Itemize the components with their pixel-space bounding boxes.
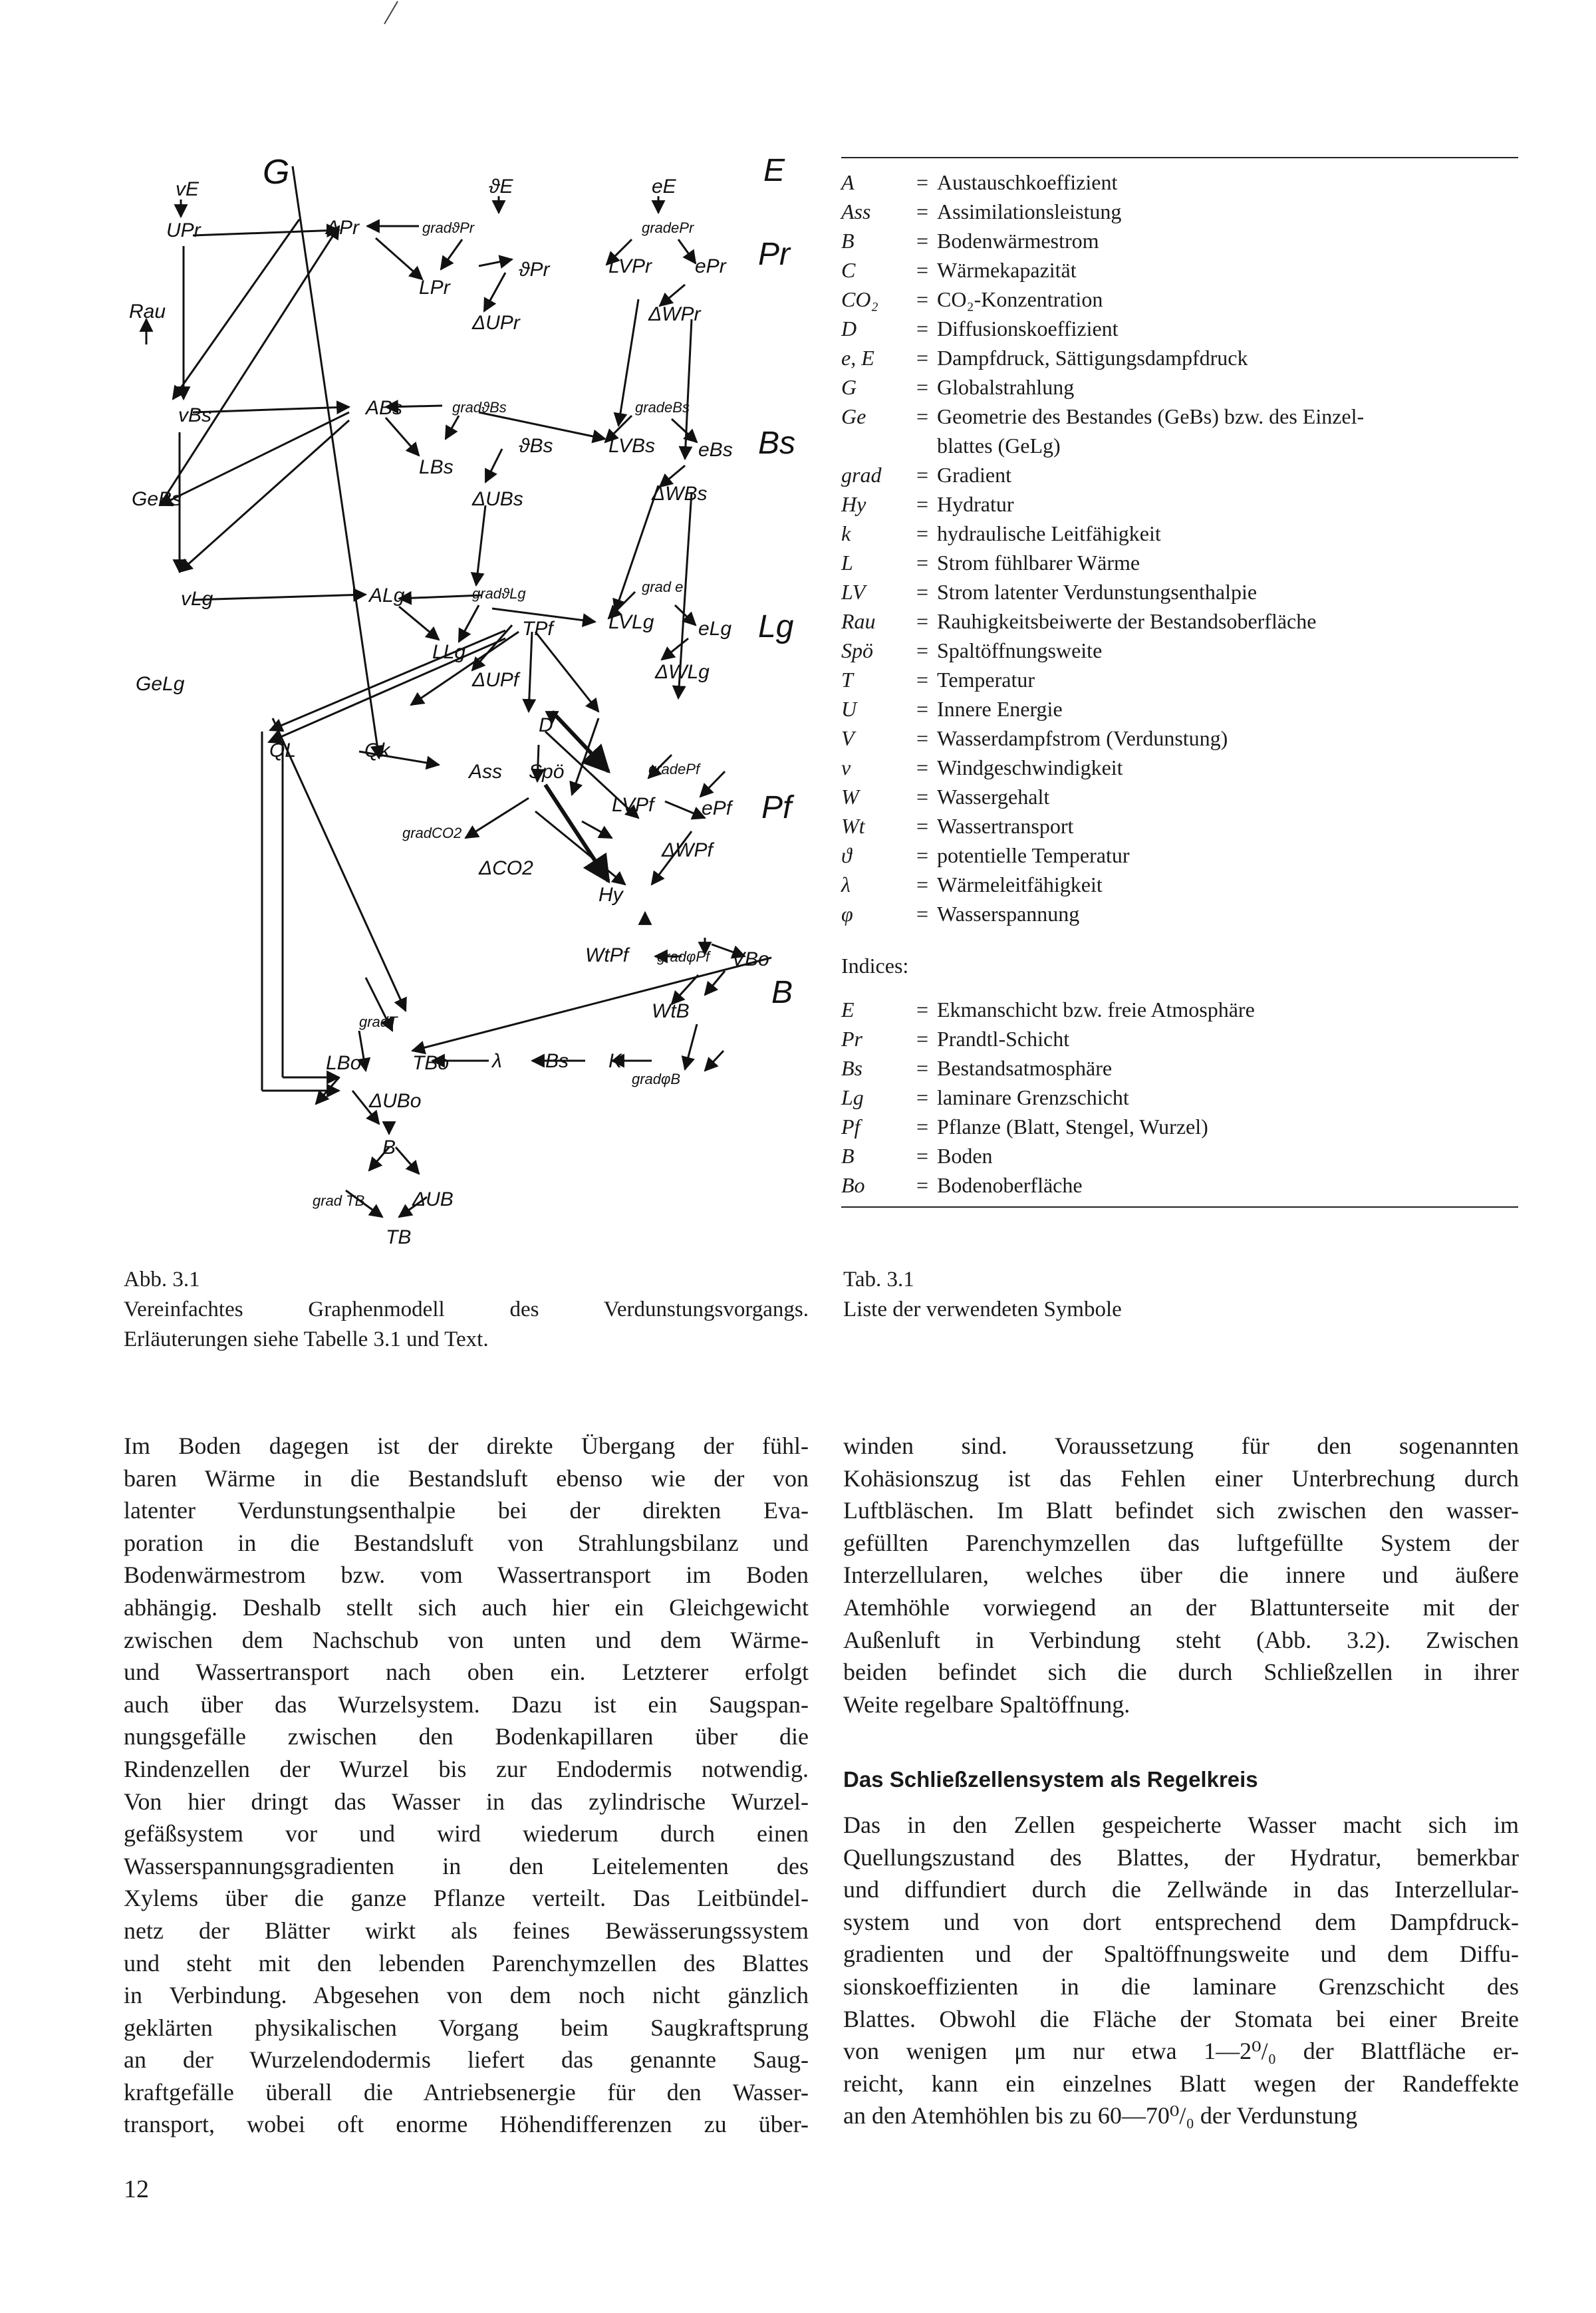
table-description: Spaltöffnungsweite [937,638,1103,662]
text-line: kraftgefälle überall die Antriebsenergie für den Wasser- [124,2078,809,2106]
table-equals: = [916,375,929,399]
table-equals: = [916,1027,929,1051]
table-symbol: CO₂ [841,287,878,311]
text-line: Kohäsionszug ist das Fehlen einer Unterbrechung durch [843,1464,1519,1492]
table-equals: = [916,998,929,1021]
text-line: an den Atemhöhlen bis zu 60—70⁰/₀ der Verdunstung [843,2102,1358,2129]
text-line: und steht mit den lebenden Parenchymzellen des Blattes [124,1949,809,1976]
table-description: Hydratur [937,492,1014,516]
body-text-right-column-1 [843,1430,1519,1720]
text-line: transport, wobei oft enorme Höhendifferenzen zu über- [124,2111,809,2138]
table-description: Austauschkoeffizient [937,170,1118,194]
node-dUBs: ΔUBs [472,488,523,510]
table-equals: = [916,404,929,428]
table-description: Boden [937,1144,993,1168]
table-symbol: C [841,258,856,282]
table-equals: = [916,785,929,809]
table-symbol: Ass [841,200,871,223]
node-Rau: Rau [129,301,166,323]
table-equals: = [916,317,929,340]
figure-graph-model [120,146,825,1277]
table-description: Windgeschwindigkeit [937,755,1123,779]
table-symbol: B [841,1144,855,1168]
body-text-right-column-2 [843,1809,1519,2132]
node-dCO2: ΔCO2 [479,857,533,879]
table-description: Diffusionskoeffizient [937,317,1119,340]
table-caption-text: Liste der verwendeten Symbole [843,1297,1122,1321]
text-line: system und von dort entsprechend dem Dampfdruck- [843,1908,1519,1935]
node-ALg: ALg [369,585,405,607]
indices-label: Indices: [841,954,909,978]
table-equals: = [916,638,929,662]
table-description: Rauhigkeitsbeiwerte der Bestandsoberfläche [937,609,1317,633]
table-description: Wasserspannung [937,902,1080,926]
table-description: Wassergehalt [937,785,1050,809]
table-symbol: G [841,375,857,399]
table-description: Temperatur [937,668,1035,692]
node-UPr: UPr [166,219,201,241]
table-description: Pflanze (Blatt, Stengel, Wurzel) [937,1115,1208,1139]
table-equals: = [916,287,929,311]
table-description: Prandtl-Schicht [937,1027,1070,1051]
node-gradCO2: gradCO2 [402,825,462,841]
table-bottom-rule [841,1206,1518,1208]
table-description: Strom latenter Verdunstungsenthalpie [937,580,1258,604]
text-line: und diffundiert durch die Zellwände in das Interzellular- [843,1876,1519,1903]
node-dUBo: ΔUBo [369,1090,422,1112]
table-equals: = [916,609,929,633]
table-symbol: Bo [841,1173,865,1197]
table-equals: = [916,200,929,223]
index-rows [841,995,1518,1200]
table-row [841,402,1518,431]
table-equals: = [916,755,929,779]
text-line: auch über das Wurzelsystem. Dazu ist ein Saugspan- [124,1691,809,1718]
table-symbol: Wt [841,814,865,838]
text-line: und Wassertransport nach oben ein. Letzterer erfolgt [124,1659,809,1686]
text-line: reicht, kann ein einzelnes Blatt wegen der Randeffekte [843,2070,1519,2097]
table-symbol: ϑ [841,843,852,867]
table-equals: = [916,1173,929,1197]
text-line: von wenigen μm nur etwa 1—2⁰/₀ der Blattfläche er- [843,2038,1519,2065]
text-line: Außenluft in Verbindung steht (Abb. 3.2). Zwischen [843,1626,1519,1653]
table-equals: = [916,258,929,282]
table-description: potentielle Temperatur [937,843,1130,867]
table-description: Assimilationsleistung [937,200,1122,223]
table-row [841,285,1518,314]
text-line: Blattes. Obwohl die Fläche der Stomata bei einer Breite [843,2005,1519,2032]
page-number: 12 [124,2175,149,2203]
node-dUPf: ΔUPf [472,669,519,691]
table-description: Bestandsatmosphäre [937,1056,1113,1080]
table-row [841,1083,1518,1112]
table-description: Wasserdampfstrom (Verdunstung) [937,726,1228,750]
table-symbol [841,431,908,460]
table-row [841,168,1518,197]
table-symbol: Bs [841,1056,863,1080]
table-symbol: B [841,229,855,253]
node-Bs-low: Bs [545,1050,569,1072]
table-symbol: LV [841,580,866,604]
node-LLg: LLg [432,641,466,663]
text-line: winden sind. Voraussetzung für den sogenannten [843,1432,1519,1459]
table-symbol: Hy [841,492,866,516]
text-line: Bodenwärmestrom bzw. vom Wassertransport im Boden [124,1562,809,1589]
table-top-rule [841,157,1518,158]
table-row [841,548,1518,577]
table-symbol: E [841,998,855,1021]
node-eBs: eBs [698,439,733,461]
table-row [841,899,1518,928]
text-line: poration in die Bestandsluft von Strahlungsbilanz und [124,1529,809,1556]
figure-caption-label: Abb. 3.1 [124,1268,200,1292]
node-vLg: vLg [181,588,213,610]
table-equals: = [916,229,929,253]
node-TBo: TBo [412,1052,450,1074]
table-description: Geometrie des Bestandes (GeBs) bzw. des Einzel- [937,404,1365,428]
table-symbol: Lg [841,1085,864,1109]
node-dUB: ΔUB [412,1188,454,1210]
layer-label-Pr: Pr [758,237,790,272]
node-dWLg: ΔWLg [655,661,710,683]
layer-label-E: E [763,153,785,188]
table-equals: = [916,726,929,750]
graph-edges-bold [545,712,608,881]
node-grad-phi-B: gradφB [632,1071,681,1087]
node-theta-Bs: ϑBs [519,435,553,457]
text-line: nungsgefälle zwischen den Bodenkapillaren über die [124,1723,809,1750]
node-LVPr: LVPr [608,255,652,277]
node-dUPr: ΔUPr [472,312,520,334]
body-text-left-column [124,1430,809,2141]
table-description: Dampfdruck, Sättigungsdampfdruck [937,346,1248,370]
node-grad-e-Pr: gradePr [642,219,694,236]
table-description: Bodenoberfläche [937,1173,1083,1197]
graph-diagram [120,146,825,1277]
table-equals: = [916,1115,929,1139]
table-row [841,841,1518,870]
table-row [841,665,1518,694]
node-G: G [263,153,290,192]
node-LVLg: LVLg [608,611,654,633]
node-VBo: VBo [732,948,769,970]
node-vE: vE [176,178,200,200]
table-symbol: Pf [841,1115,861,1139]
node-WtB: WtB [652,1000,690,1022]
table-symbol: Ge [841,404,866,428]
table-row [841,694,1518,724]
node-gradTB: grad TB [313,1192,365,1209]
table-description: Innere Energie [937,697,1063,721]
node-ePf: ePf [702,797,732,819]
table-row [841,1170,1518,1200]
node-theta-Pr: ϑPr [519,259,550,281]
section-heading: Das Schließzellensystem als Regelkreis [843,1767,1258,1792]
table-row [841,314,1518,343]
node-TB: TB [386,1226,412,1248]
node-Hy: Hy [598,884,623,906]
table-row [841,1141,1518,1170]
table-description: Globalstrahlung [937,375,1075,399]
node-D: D [539,714,553,736]
table-symbol: T [841,668,853,692]
table-symbol: D [841,317,857,340]
table-row [841,782,1518,811]
table-symbol: Spö [841,638,873,662]
figure-caption-line-2: Erläuterungen siehe Tabelle 3.1 und Text. [124,1327,489,1351]
node-grad-theta-Lg: gradϑLg [472,585,526,602]
table-symbol: e, E [841,346,874,370]
table-row [841,995,1518,1024]
table-equals: = [916,346,929,370]
text-line: netz der Blätter wirkt als feines Bewässerungssystem [124,1917,809,1944]
table-rows [841,168,1518,928]
figure-caption-line-1: Vereinfachtes Graphenmodell des Verdunstungsvorgangs. [124,1297,809,1321]
table-equals: = [916,580,929,604]
node-TPf: TPf [522,618,553,640]
table-description: hydraulische Leitfähigkeit [937,521,1161,545]
table-description: CO₂-Konzentration [937,287,1103,311]
table-equals: = [916,902,929,926]
node-grad-theta-Bs: gradϑBs [452,399,507,416]
node-LBo: LBo [326,1052,362,1074]
text-line: Im Boden dagegen ist der direkte Übergang der fühl- [124,1432,809,1459]
node-grad-e: grad e [642,579,684,595]
table-row [841,577,1518,607]
table-caption [843,1265,1508,1325]
layer-label-Pf: Pf [761,790,792,825]
node-ABs: ABs [366,397,403,419]
table-row [841,811,1518,841]
table-equals: = [916,521,929,545]
node-APr: APr [326,217,360,239]
table-equals: = [916,1056,929,1080]
table-symbol: φ [841,902,853,926]
node-grad-e-Pf: gradePf [648,761,700,777]
node-Spo: Spö [529,761,565,783]
table-symbol: Rau [841,609,876,633]
text-line: gradienten und der Spaltöffnungsweite und dem Diffu- [843,1941,1519,1968]
table-row [841,1112,1518,1141]
text-line: Wasserspannungsgradienten in den Leitelementen des [124,1852,809,1879]
layer-label-Lg: Lg [758,609,794,644]
node-ePr: ePr [695,255,726,277]
table-row [841,753,1518,782]
table-equals: = [916,668,929,692]
table-equals: = [916,492,929,516]
table-symbol: λ [841,873,851,896]
node-eE: eE [652,176,676,198]
text-line: in Verbindung. Abgesehen von dem noch nicht gänzlich [124,1982,809,2009]
table-row [841,343,1518,372]
table-row [841,607,1518,636]
node-grad-theta-Pr: gradϑPr [422,219,475,236]
table-equals: = [916,170,929,194]
table-equals [908,431,937,460]
node-WtPf: WtPf [585,944,628,966]
table-row [841,431,1518,460]
figure-caption [124,1265,809,1355]
node-K: K [608,1050,622,1072]
table-equals: = [916,1144,929,1168]
table-row [841,489,1518,519]
table-symbol: Pr [841,1027,863,1051]
node-Ass: Ass [469,761,503,783]
text-line: Xylems über die ganze Pflanze verteilt. Das Leitbündel- [124,1885,809,1912]
table-symbol: V [841,726,855,750]
node-LVPf: LVPf [612,794,654,816]
node-dWPr: ΔWPr [648,303,701,325]
table-row [841,372,1518,402]
table-equals: = [916,873,929,896]
node-LPr: LPr [419,277,450,299]
stray-pen-mark [379,0,406,27]
table-row [841,724,1518,753]
text-line: Interzellularen, welches über die innere und äußere [843,1562,1519,1589]
text-line: Weite regelbare Spaltöffnung. [843,1691,1130,1718]
table-row [841,255,1518,285]
table-row [841,870,1518,899]
layer-label-Bs: Bs [758,426,796,461]
text-line: Das in den Zellen gespeicherte Wasser macht sich im [843,1812,1519,1838]
text-line: zwischen dem Nachschub von unten und dem Wärme- [124,1626,809,1653]
node-GeLg: GeLg [136,673,185,695]
node-dWBs: ΔWBs [652,483,708,505]
text-line: abhängig. Deshalb stellt sich auch hier ein Gleichgewicht [124,1593,809,1621]
node-lambda: λ [492,1050,502,1072]
table-equals: = [916,551,929,575]
node-eLg: eLg [698,618,732,640]
table-row [841,636,1518,665]
node-dWPf: ΔWPf [662,839,713,861]
node-grad-phi-Pf: gradφPf [657,948,710,965]
table-row [841,226,1518,255]
table-description: Gradient [937,463,1011,487]
layer-label-B: B [771,975,793,1010]
table-equals: = [916,463,929,487]
table-description: blattes (GeLg) [937,434,1061,458]
table-description: Ekmanschicht bzw. freie Atmosphäre [937,998,1255,1021]
table-caption-label: Tab. 3.1 [843,1268,914,1292]
table-row [841,197,1518,226]
symbol-table [841,157,1518,1208]
table-symbol: U [841,697,857,721]
text-line: Quellungszustand des Blattes, der Hydratur, bemerkbar [843,1843,1519,1871]
table-equals: = [916,697,929,721]
text-line: baren Wärme in die Bestandsluft ebenso wie der von [124,1464,809,1492]
node-GeBs: GeBs [132,488,182,510]
table-description: Wärmekapazität [937,258,1077,282]
table-description: Wärmeleitfähigkeit [937,873,1103,896]
table-symbol: W [841,785,859,809]
table-equals: = [916,843,929,867]
text-line: sionskoeffizienten in die laminare Grenzschicht des [843,1973,1519,2000]
text-line: Rindenzellen der Wurzel bis zur Endodermis notwendig. [124,1755,809,1782]
text-line: geklärten physikalischen Vorgang beim Saugkraftsprung [124,2014,809,2041]
node-Qk: Qk [364,740,390,761]
node-B-soil: B [382,1137,396,1158]
table-equals: = [916,1085,929,1109]
node-gradT: gradT [359,1014,398,1030]
text-line: Von hier dringt das Wasser in das zylindrische Wurzel- [124,1788,809,1815]
table-row [841,1053,1518,1083]
text-line: gefüllten Parenchymzellen das luftgefüllte System der [843,1529,1519,1556]
table-description: Bodenwärmestrom [937,229,1099,253]
node-QL: QL [269,740,297,761]
text-line: an der Wurzelendodermis liefert das genannte Saug- [124,2046,809,2074]
node-LBs: LBs [419,456,454,478]
text-line: beiden befindet sich die durch Schließzellen in ihrer [843,1659,1519,1686]
table-symbol: grad [841,463,882,487]
text-line: latenter Verdunstungsenthalpie bei der direkten Eva- [124,1497,809,1524]
text-line: Luftbläschen. Im Blatt befindet sich zwischen den wasser- [843,1497,1519,1524]
table-row [841,519,1518,548]
table-description: laminare Grenzschicht [937,1085,1129,1109]
table-symbol: k [841,521,851,545]
table-row [841,1024,1518,1053]
text-line: gefäßsystem vor und wird wiederum durch einen [124,1820,809,1847]
table-row [841,460,1518,489]
table-description: Strom fühlbarer Wärme [937,551,1140,575]
node-vBs: vBs [178,404,212,426]
table-symbol: A [841,170,855,194]
table-symbol: L [841,551,853,575]
table-description: Wassertransport [937,814,1074,838]
table-symbol: v [841,755,851,779]
node-LVBs: LVBs [608,435,656,457]
node-grad-e-Bs: gradeBs [635,399,690,416]
table-equals: = [916,814,929,838]
node-theta-E: ϑE [489,176,513,198]
text-line: Atemhöhle vorwiegend an der Blattunterseite mit der [843,1593,1519,1621]
